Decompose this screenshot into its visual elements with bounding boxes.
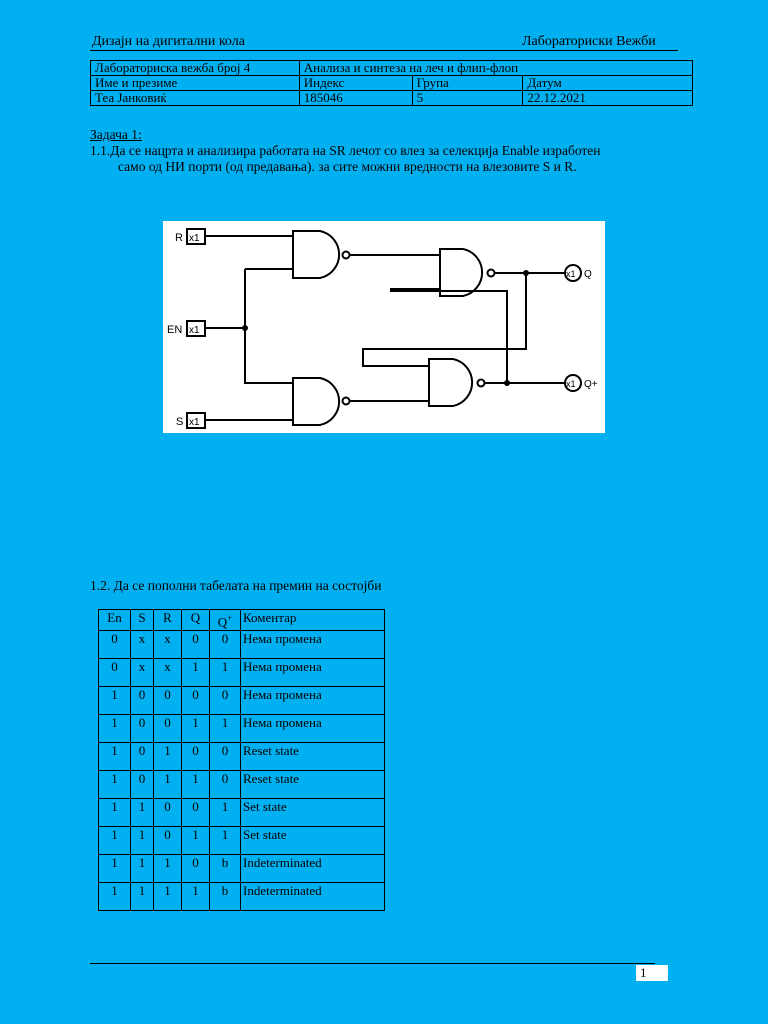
info-row	[91, 76, 693, 91]
cell-qplus: 0	[210, 771, 241, 799]
output-qplus-label: Q+	[584, 379, 598, 390]
cell-q: 0	[182, 687, 210, 715]
task-1-1-line1: 1.1.Да се нацрта и анализира работата на SR лечот со влез за селекција Enable изработен	[90, 143, 601, 158]
cell-s: 0	[131, 771, 154, 799]
table-row	[99, 743, 385, 771]
col-header-qplus	[210, 610, 241, 631]
nand-gate-2	[293, 378, 339, 425]
cell-comment: Нема промена	[241, 715, 385, 743]
table-row	[99, 659, 385, 687]
page-number: 1	[636, 965, 668, 981]
cell-comment: Set state	[241, 799, 385, 827]
col-header-q: Q	[182, 610, 210, 631]
index-value-cell: 185046	[299, 91, 412, 106]
table-header-row	[99, 610, 385, 631]
table-row	[99, 827, 385, 855]
col-header-s: S	[131, 610, 154, 631]
cell-qplus: 1	[210, 799, 241, 827]
task-title: Задача 1:	[90, 127, 142, 142]
table-row	[99, 631, 385, 659]
cell-en: 1	[99, 883, 131, 911]
cell-s: x	[131, 659, 154, 687]
nand-gate-3	[440, 249, 482, 296]
cell-en: 1	[99, 743, 131, 771]
cell-q: 1	[182, 827, 210, 855]
cell-en: 1	[99, 855, 131, 883]
cell-r: 0	[154, 715, 182, 743]
cell-r: 0	[154, 827, 182, 855]
qplus-probe-label: x1	[566, 379, 576, 389]
table-row	[99, 799, 385, 827]
nand-bubble-2	[343, 398, 350, 405]
cell-qplus: 0	[210, 743, 241, 771]
circuit-svg	[163, 221, 605, 433]
input-en-label: EN	[167, 324, 183, 336]
cell-s: 0	[131, 743, 154, 771]
cell-en: 1	[99, 687, 131, 715]
cell-comment: Reset state	[241, 743, 385, 771]
cell-r: 1	[154, 743, 182, 771]
lab-exercise-cell: Лабораториска вежба број 4	[91, 61, 300, 76]
nand-gate-1	[293, 231, 339, 278]
table-row	[99, 715, 385, 743]
col-header-comment: Коментар	[241, 610, 385, 631]
cell-q: 0	[182, 855, 210, 883]
date-label-cell: Датум	[523, 76, 693, 91]
info-row	[91, 91, 693, 106]
cell-comment: Reset state	[241, 771, 385, 799]
header-rule	[90, 50, 678, 51]
index-label-cell: Индекс	[299, 76, 412, 91]
cell-s: x	[131, 631, 154, 659]
info-row	[91, 61, 693, 76]
cell-comment: Нема промена	[241, 659, 385, 687]
cell-qplus: 0	[210, 631, 241, 659]
cell-r: 1	[154, 855, 182, 883]
en-switch-label: x1	[189, 325, 200, 336]
cell-s: 0	[131, 715, 154, 743]
table-row	[99, 883, 385, 911]
date-value-cell: 22.12.2021	[523, 91, 693, 106]
cell-s: 1	[131, 827, 154, 855]
nand-gate-4	[429, 359, 472, 406]
cell-qplus: 1	[210, 659, 241, 687]
col-header-qplus-base: Q	[217, 614, 228, 630]
cell-s: 1	[131, 883, 154, 911]
cell-comment: Indeterminated	[241, 883, 385, 911]
nand-bubble-3	[488, 270, 495, 277]
cell-r: x	[154, 659, 182, 687]
cell-comment: Нема промена	[241, 631, 385, 659]
cell-s: 1	[131, 799, 154, 827]
cell-r: 1	[154, 883, 182, 911]
cell-r: x	[154, 631, 182, 659]
q-probe-label: x1	[566, 269, 576, 279]
cell-qplus: b	[210, 883, 241, 911]
cell-q: 1	[182, 659, 210, 687]
table-row	[99, 687, 385, 715]
name-label-cell: Име и презиме	[91, 76, 300, 91]
cell-q: 1	[182, 883, 210, 911]
table-row	[99, 855, 385, 883]
lab-topic-cell: Анализа и синтеза на леч и флип-флоп	[299, 61, 692, 76]
output-q-label: Q	[584, 269, 592, 280]
col-header-en: En	[99, 610, 131, 631]
cell-q: 1	[182, 715, 210, 743]
task-1-1-line2: само од НИ порти (од предавања). за сите можни вредности на влезовите S и R.	[118, 159, 577, 174]
r-switch-label: x1	[189, 233, 200, 244]
nand-bubble-1	[343, 252, 350, 259]
cell-qplus: 1	[210, 827, 241, 855]
transition-table	[98, 609, 385, 911]
input-s-label: S	[176, 416, 184, 428]
cell-r: 0	[154, 799, 182, 827]
sr-latch-circuit-diagram	[163, 221, 605, 433]
cell-q: 0	[182, 799, 210, 827]
s-switch-label: x1	[189, 417, 200, 428]
cell-en: 0	[99, 659, 131, 687]
cell-comment: Нема промена	[241, 687, 385, 715]
cell-r: 1	[154, 771, 182, 799]
table-row	[99, 771, 385, 799]
col-header-qplus-sup: +	[227, 613, 233, 623]
header-course-title: Дизајн на дигитални кола	[92, 34, 245, 49]
footer-rule	[90, 963, 655, 964]
input-r-label: R	[175, 232, 183, 244]
cell-comment: Set state	[241, 827, 385, 855]
cell-q: 1	[182, 771, 210, 799]
group-label-cell: Група	[412, 76, 523, 91]
nand-bubble-4	[478, 380, 485, 387]
cell-comment: Indeterminated	[241, 855, 385, 883]
task-1-2-text: 1.2. Да се пополни табелата на премин на состојби	[90, 578, 382, 593]
cell-qplus: b	[210, 855, 241, 883]
cell-s: 0	[131, 687, 154, 715]
cell-q: 0	[182, 743, 210, 771]
cell-en: 1	[99, 771, 131, 799]
cell-en: 1	[99, 827, 131, 855]
group-value-cell: 5	[412, 91, 523, 106]
cell-en: 1	[99, 715, 131, 743]
header-section-title: Лабораториски Вежби	[522, 34, 656, 49]
name-value-cell: Теа Јанковиќ	[91, 91, 300, 106]
info-table	[90, 60, 693, 106]
cell-qplus: 1	[210, 715, 241, 743]
cell-q: 0	[182, 631, 210, 659]
col-header-r: R	[154, 610, 182, 631]
cell-qplus: 0	[210, 687, 241, 715]
cell-s: 1	[131, 855, 154, 883]
cell-en: 1	[99, 799, 131, 827]
cell-en: 0	[99, 631, 131, 659]
cell-r: 0	[154, 687, 182, 715]
